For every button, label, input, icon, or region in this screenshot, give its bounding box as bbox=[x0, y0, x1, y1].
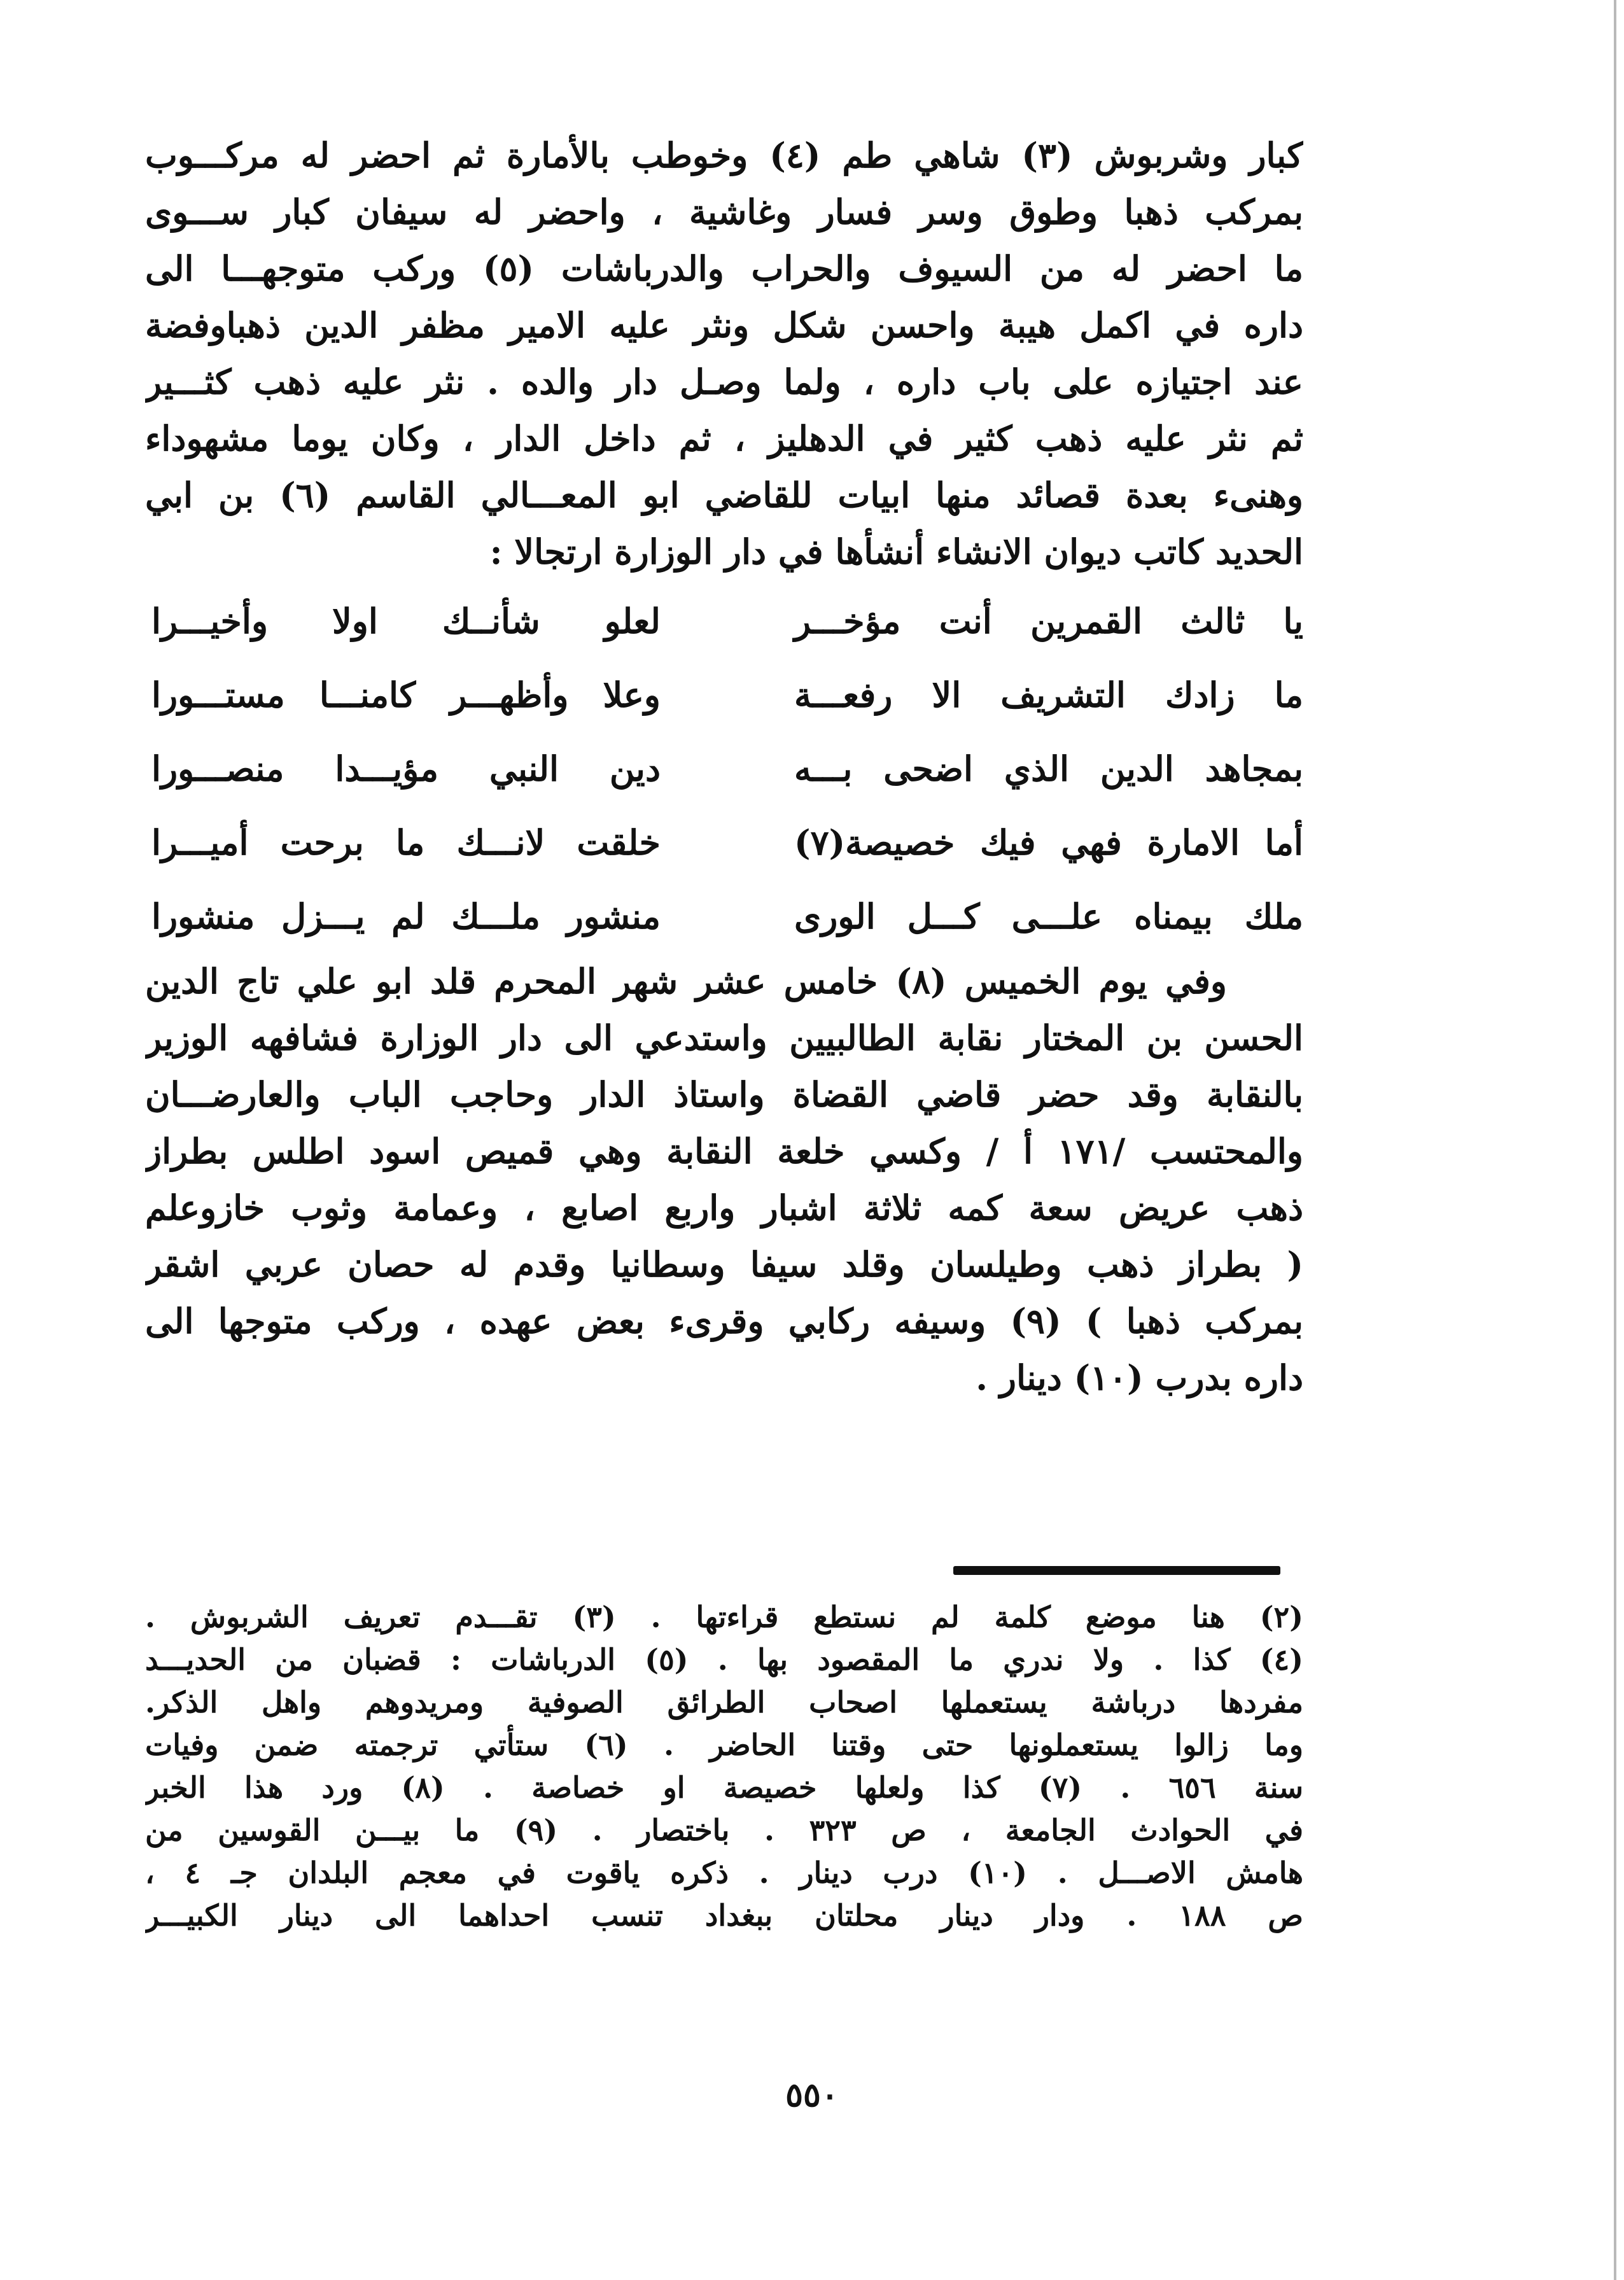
text-line: كبار وشربوش (٣) شاهي طم (٤) وخوطب بالأمارة ثم احضر له مركـــوب bbox=[145, 135, 1303, 176]
footnote-line: (٢) هنا موضع كلمة لم نستطع قراءتها . (٣) تقـــدم تعريف الشربوش . bbox=[145, 1600, 1303, 1634]
footnotes-block bbox=[145, 1596, 1303, 1937]
poem-first-hemistich: بمجاهد الدين الذي اضحى بـــه bbox=[794, 748, 1303, 789]
poem-first-hemistich: ملك بيمناه علـــى كـــل الورى bbox=[794, 896, 1303, 937]
poem-verse bbox=[145, 879, 1303, 953]
text-line: ذهب عريض سعة كمه ثلاثة اشبار واربع اصابع ، وعمامة وثوب خازوعلم bbox=[145, 1187, 1303, 1228]
text-line: داره في اكمل هيبة واحسن شكل ونثر عليه الامير مظفر الدين ذهباوفضة bbox=[145, 305, 1303, 346]
poem bbox=[145, 584, 1303, 953]
text-line: ما احضر له من السيوف والحراب والدرباشات (٥) وركب متوجهـــا الى bbox=[145, 248, 1303, 289]
poem-second-hemistich: خلقت لانـــك ما برحت أميـــرا bbox=[151, 822, 661, 863]
text-line: بمركب ذهبا وطوق وسر فسار وغاشية ، واحضر له سيفان كبار ســـوى bbox=[145, 192, 1303, 232]
page-number: ٥٥٠ bbox=[785, 2076, 839, 2115]
text-line: الحسن بن المختار نقابة الطالبيين واستدعي الى دار الوزارة فشافهه الوزير bbox=[145, 1018, 1303, 1058]
poem-first-hemistich: ما زادك التشريف الا رفعـــة bbox=[794, 675, 1303, 715]
poem-first-hemistich: يا ثالث القمرين أنت مؤخـــر bbox=[794, 601, 1303, 641]
footnote-line: سنة ٦٥٦ . (٧) كذا ولعلها خصيصة او خصاصة . (٨) ورد هذا الخبر bbox=[145, 1770, 1303, 1805]
footnote-divider bbox=[953, 1566, 1280, 1575]
poem-second-hemistich: دين النبي مؤيـــدا منصـــورا bbox=[151, 748, 661, 789]
text-line: بالنقابة وقد حضر قاضي القضاة واستاذ الدار وحاجب الباب والعارضـــان bbox=[145, 1074, 1303, 1115]
poem-verse bbox=[145, 584, 1303, 658]
text-line: وفي يوم الخميس (٨) خامس عشر شهر المحرم قلد ابو علي تاج الدين bbox=[145, 961, 1227, 1002]
main-text-block bbox=[145, 127, 1303, 1406]
text-line: ثم نثر عليه ذهب كثير في الدهليز ، ثم داخل الدار ، وكان يوما مشهوداء bbox=[145, 418, 1303, 459]
text-line: والمحتسب /١٧١ أ / وكسي خلعة النقابة وهي قميص اسود اطلس بطراز bbox=[145, 1131, 1303, 1171]
poem-verse bbox=[145, 806, 1303, 879]
footnote-line: وما زالوا يستعملونها حتى وقتنا الحاضر . (٦) ستأتي ترجمته ضمن وفيات bbox=[145, 1728, 1303, 1762]
text-line: بمركب ذهبا ) (٩) وسيفه ركابي وقرىء بعض عهده ، وركب متوجها الى bbox=[145, 1301, 1303, 1341]
poem-verse bbox=[145, 658, 1303, 732]
text-line: ( بطراز ذهب وطيلسان وقلد سيفا وسطانيا وقدم له حصان عربي اشقر bbox=[145, 1244, 1303, 1285]
poem-second-hemistich: لعلو شأنــك اولا وأخيـــرا bbox=[151, 601, 661, 641]
footnote-line: هامش الاصـــل . (١٠) درب دينار . ذكره ياقوت في معجم البلدان جـ ٤ ، bbox=[145, 1856, 1303, 1890]
text-line: عند اجتيازه على باب داره ، ولما وصـل دار والده . نثر عليه ذهب كثـــير bbox=[145, 361, 1303, 402]
poem-second-hemistich: وعلا وأظهـــر كامنـــا مستـــورا bbox=[151, 675, 661, 715]
poem-second-hemistich: منشور ملـــك لم يـــزل منشورا bbox=[151, 896, 661, 937]
poem-verse bbox=[145, 732, 1303, 806]
text-line: داره بدرب (١٠) دينار . bbox=[976, 1357, 1303, 1398]
footnote-line: (٤) كذا . ولا ندري ما المقصود بها . (٥) الدرباشات : قضبان من الحديـــد bbox=[145, 1642, 1303, 1677]
footnote-line: مفردها درباشة يستعملها اصحاب الطرائق الصوفية ومريدوهم واهل الذكر. bbox=[145, 1685, 1303, 1719]
footnote-line: في الحوادث الجامعة ، ص ٣٢٣ . باختصار . (٩) ما بيـــن القوسين من bbox=[145, 1813, 1303, 1847]
second-paragraph bbox=[145, 953, 1303, 1406]
poem-first-hemistich: أما الامارة فهي فيك خصيصة(٧) bbox=[794, 822, 1303, 863]
footnote-line: ص ١٨٨ . ودار دينار محلتان ببغداد تنسب احداهما الى دينار الكبيـــر bbox=[145, 1898, 1303, 1933]
page-edge-border bbox=[1614, 0, 1616, 2280]
text-line: الحديد كاتب ديوان الانشاء أنشأها في دار الوزارة ارتجالا : bbox=[489, 531, 1303, 572]
text-line: وهنىء بعدة قصائد منها ابيات للقاضي ابو المعـــالي القاسم (٦) بن ابي bbox=[145, 475, 1303, 515]
